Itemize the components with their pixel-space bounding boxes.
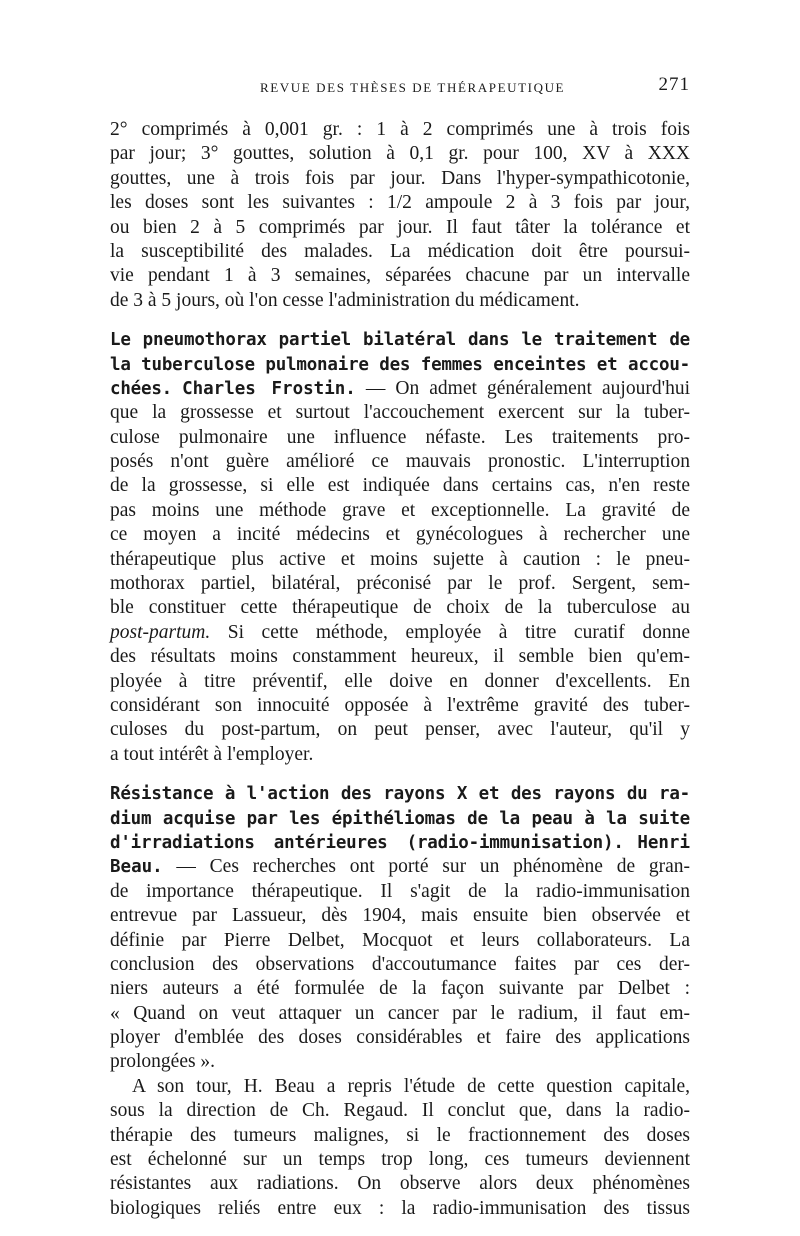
text-fragment: — Ces recherches ont porté sur un phénomène de gran- (162, 856, 690, 878)
text-line: que la grossesse et surtout l'accouchement exercent sur la tuber- (110, 402, 690, 424)
text-line: des résultats moins constamment heureux, il semble bien qu'em- (110, 646, 690, 668)
text-line: ce moyen a incité médecins et gynécologues à rechercher une (110, 524, 690, 546)
text-line: considérant son innocuité opposée à l'extrême gravité des tuber- (110, 694, 690, 716)
text-line: les doses sont les suivantes : 1/2 ampoule 2 à 3 fois par jour, (110, 192, 690, 214)
page-number: 271 (658, 74, 690, 95)
article-title-line: dium acquise par les épithéliomas de la peau à la suite (110, 808, 690, 829)
article-title-line: Résistance à l'action des rayons X et des rayons du ra- (110, 784, 690, 805)
text-line: mothorax partiel, bilatéral, préconisé par le prof. Sergent, sem- (110, 573, 690, 595)
text-line: ployée à titre préventif, elle doive en donner d'excellents. En (110, 670, 690, 692)
text-fragment: — On admet généralement aujourd'hui (355, 377, 691, 399)
text-line: a tout intérêt à l'employer. (110, 743, 314, 765)
paragraph-dosage (110, 118, 690, 313)
text-line: 2° comprimés à 0,001 gr. : 1 à 2 comprimés une à trois fois (110, 119, 690, 140)
text-line: posés n'ont guère amélioré ce mauvais pronostic. L'interruption (110, 451, 690, 473)
text-line (110, 831, 690, 855)
text-line: définie par Pierre Delbet, Mocquot et leurs collaborateurs. La (110, 929, 690, 951)
text-fragment: Si cette méthode, employée à titre curatif donne (210, 621, 690, 643)
text-line: ployer d'emblée des doses considérables et faire des applications (110, 1027, 690, 1049)
text-line: est échelonné sur un temps trop long, ces tumeurs deviennent (110, 1149, 690, 1171)
text-line: gouttes, une à trois fois par jour. Dans l'hyper-sympathicotonie, (110, 167, 690, 189)
article-title-line: chées. (110, 378, 173, 399)
text-line (110, 621, 690, 645)
text-line: culose pulmonaire une influence néfaste. Les traitements pro- (110, 426, 690, 448)
text-line: entrevue par Lassueur, dès 1904, mais ensuite bien observée et (110, 905, 690, 927)
text-line: par jour; 3° gouttes, solution à 0,1 gr. pour 100, XV à XXX (110, 143, 690, 165)
text-line: biologiques reliés entre eux : la radio-immunisation des tissus (110, 1197, 690, 1219)
text-line: résistantes aux radiations. On observe alors deux phénomènes (110, 1173, 690, 1195)
book-page (110, 72, 690, 1236)
text-line: ou bien 2 à 5 comprimés par jour. Il faut tâter la tolérance et (110, 216, 690, 238)
text-line: de la grossesse, si elle est indiquée dans certains cas, n'en reste (110, 475, 690, 497)
text-line: la susceptibilité des malades. La médication doit être poursui- (110, 240, 690, 262)
running-title: REVUE DES THÈSES DE THÉRAPEUTIQUE (260, 80, 566, 95)
text-line: ble constituer cette thérapeutique de choix de la tuberculose au (110, 597, 690, 619)
article-title-line: d'irradiations antérieures (radio-immunisation). (110, 832, 624, 853)
text-line: pas moins une méthode grave et exceptionnelle. La gravité de (110, 499, 690, 521)
article-author: Beau. (110, 857, 163, 878)
text-line: de importance thérapeutique. Il s'agit de la radio-immunisation (110, 880, 690, 902)
text-line: de 3 à 5 jours, où l'on cesse l'administration du médicament. (110, 289, 580, 311)
text-line: vie pendant 1 à 3 semaines, séparées chacune par un intervalle (110, 265, 690, 287)
text-line: conclusion des observations d'accoutumance faites par ces der- (110, 953, 690, 975)
running-header (110, 72, 690, 102)
text-line: A son tour, H. Beau a repris l'étude de cette question capitale, (132, 1075, 690, 1097)
article-radio-immunisation (110, 782, 690, 1221)
text-line: prolongées ». (110, 1051, 216, 1073)
article-title-line: la tuberculose pulmonaire des femmes enceintes et accou- (110, 354, 690, 375)
text-line: « Quand on veut attaquer un cancer par le radium, il faut em- (110, 1002, 690, 1024)
text-line (110, 855, 690, 879)
text-line: niers auteurs a été formulée de la façon suivante par Delbet : (110, 978, 690, 1000)
text-line: culoses du post-partum, on peut penser, avec l'auteur, qu'il y (110, 719, 690, 741)
article-title-line: Le pneumothorax partiel bilatéral dans le traitement de (110, 330, 690, 351)
text-line: thérapie des tumeurs malignes, si le fractionnement des doses (110, 1124, 690, 1146)
text-line (110, 377, 690, 401)
article-author: Charles Frostin. (182, 378, 356, 399)
text-line: thérapeutique plus active et moins sujette à caution : le pneu- (110, 548, 690, 570)
article-pneumothorax (110, 328, 690, 767)
italic-term: post-partum. (110, 621, 211, 643)
article-author: Henri (637, 832, 691, 853)
text-line: sous la direction de Ch. Regaud. Il conclut que, dans la radio- (110, 1100, 690, 1122)
